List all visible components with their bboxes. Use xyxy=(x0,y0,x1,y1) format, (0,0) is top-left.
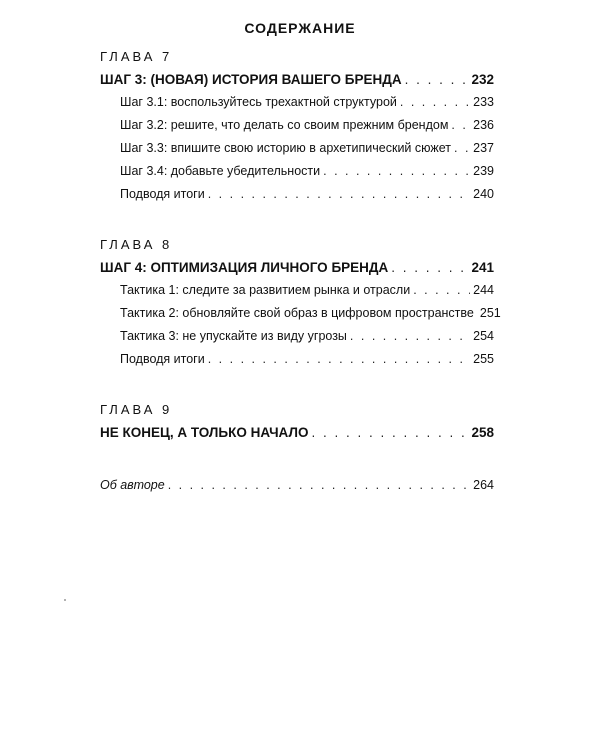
dot-leader xyxy=(391,256,468,279)
entry-title: Тактика 1: следите за развитием рынка и отрасли xyxy=(120,283,411,297)
entry-page-number: 251 xyxy=(479,306,501,320)
dot-leader xyxy=(400,91,470,114)
dot-leader xyxy=(350,325,470,348)
entry-page-number: 237 xyxy=(473,141,494,155)
entry-page-number: 233 xyxy=(473,95,494,109)
dot-leader xyxy=(454,137,470,160)
entry-title: Шаг 3.1: воспользуйтесь трехактной структурой xyxy=(120,95,397,109)
table-of-contents xyxy=(100,48,501,497)
entry-page-number: 258 xyxy=(471,425,494,440)
chapter-label: ГЛАВА 7 xyxy=(100,49,173,64)
entry-title: Подводя итоги xyxy=(120,352,205,366)
chapter-8 xyxy=(100,236,501,371)
entry-title: Подводя итоги xyxy=(120,187,205,201)
entry-title: НЕ КОНЕЦ, А ТОЛЬКО НАЧАЛО xyxy=(100,425,309,440)
toc-entry[interactable] xyxy=(100,160,494,183)
toc-entry-chapter-8-main[interactable] xyxy=(100,256,494,279)
dot-leader xyxy=(168,474,470,497)
chapter-7 xyxy=(100,48,494,206)
dot-leader xyxy=(413,279,470,302)
dot-leader xyxy=(311,421,468,444)
entry-page-number: 264 xyxy=(473,478,494,492)
entry-page-number: 255 xyxy=(473,352,494,366)
toc-entry-chapter-9-main[interactable] xyxy=(100,421,494,444)
toc-entry[interactable] xyxy=(100,91,494,114)
entry-title: Тактика 3: не упускайте из виду угрозы xyxy=(120,329,347,343)
toc-entry-chapter-7-main[interactable] xyxy=(100,68,494,91)
page-title: СОДЕРЖАНИЕ xyxy=(244,20,356,36)
scan-speck xyxy=(64,599,66,601)
entry-page-number: 240 xyxy=(473,187,494,201)
entry-title: ШАГ 3: (НОВАЯ) ИСТОРИЯ ВАШЕГО БРЕНДА xyxy=(100,72,402,87)
dot-leader xyxy=(405,68,469,91)
entry-title: Тактика 2: обновляйте свой образ в цифровом пространстве xyxy=(120,306,474,320)
toc-entry[interactable] xyxy=(100,114,494,137)
toc-entry[interactable] xyxy=(100,183,494,206)
dot-leader xyxy=(208,348,470,371)
chapter-label: ГЛАВА 8 xyxy=(100,237,173,252)
entry-page-number: 244 xyxy=(473,283,494,297)
entry-page-number: 239 xyxy=(473,164,494,178)
chapter-label: ГЛАВА 9 xyxy=(100,402,173,417)
toc-entry[interactable] xyxy=(100,325,494,348)
entry-title: Шаг 3.3: впишите свою историю в архетипический сюжет xyxy=(120,141,451,155)
entry-page-number: 254 xyxy=(473,329,494,343)
entry-title: ШАГ 4: ОПТИМИЗАЦИЯ ЛИЧНОГО БРЕНДА xyxy=(100,260,389,275)
toc-entry[interactable] xyxy=(100,302,501,325)
dot-leader xyxy=(451,114,470,137)
entry-title: Об авторе xyxy=(100,478,165,492)
entry-page-number: 241 xyxy=(471,260,494,275)
entry-page-number: 236 xyxy=(473,118,494,132)
entry-title: Шаг 3.2: решите, что делать со своим прежним брендом xyxy=(120,118,449,132)
toc-entry[interactable] xyxy=(100,137,494,160)
entry-page-number: 232 xyxy=(471,72,494,87)
chapter-9 xyxy=(100,401,494,444)
toc-entry[interactable] xyxy=(100,348,494,371)
entry-title: Шаг 3.4: добавьте убедительности xyxy=(120,164,321,178)
dot-leader xyxy=(208,183,470,206)
toc-entry-about-author[interactable] xyxy=(100,474,494,497)
toc-entry[interactable] xyxy=(100,279,494,302)
dot-leader xyxy=(323,160,470,183)
